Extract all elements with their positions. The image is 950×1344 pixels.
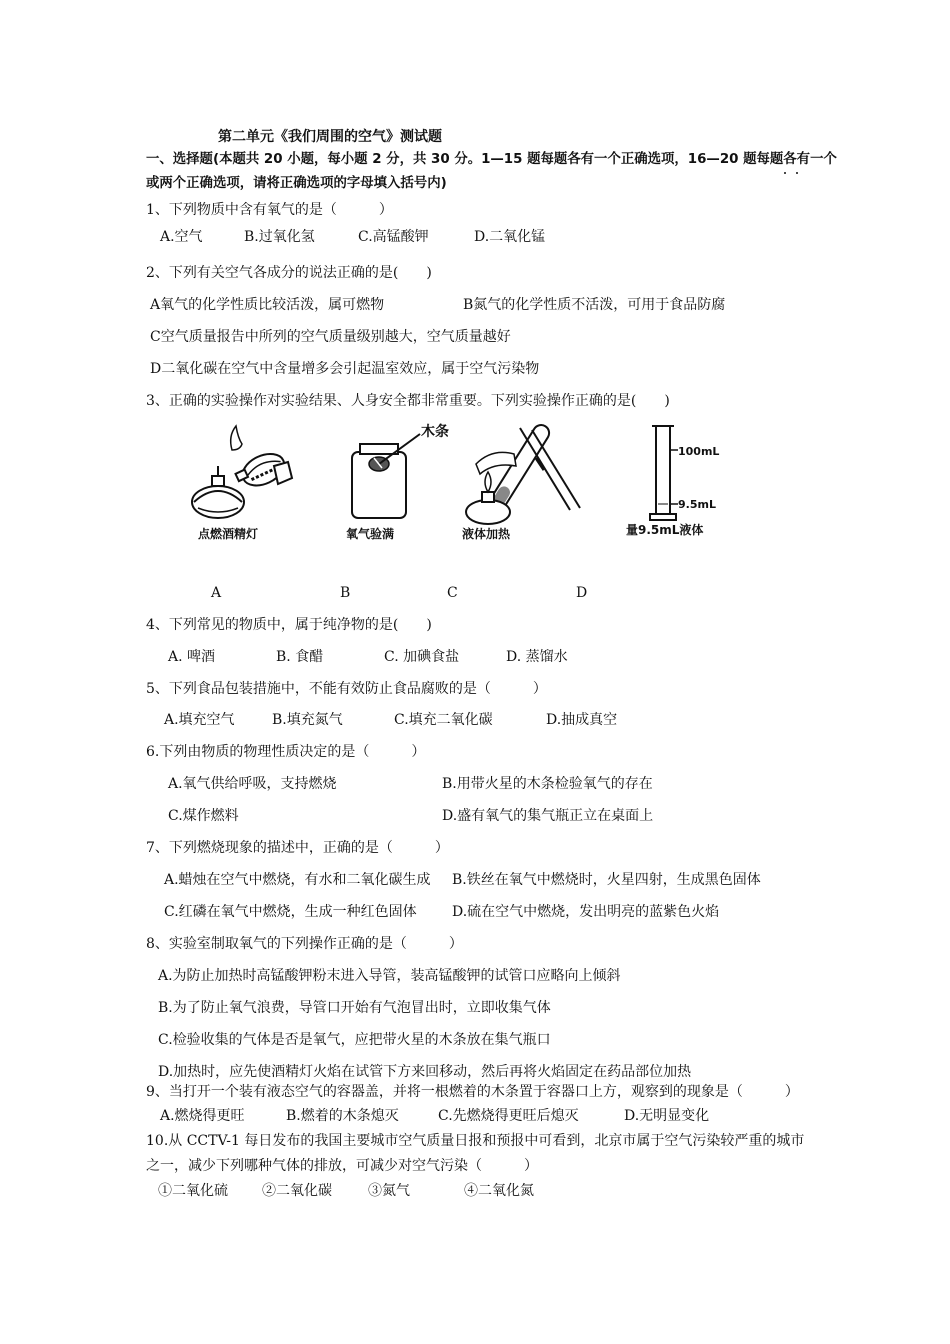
q6-option-b: B.用带火星的木条检验氧气的存在	[442, 776, 653, 792]
q10-option-3: ③氮气	[368, 1183, 410, 1199]
q1-option-c: C.高锰酸钾	[358, 229, 429, 245]
q2-option-d: D二氧化碳在空气中含量增多会引起温室效应，属于空气污染物	[150, 361, 540, 377]
q9-option-c: C.先燃烧得更旺后熄灭	[438, 1108, 579, 1124]
q8-option-d: D.加热时，应先使酒精灯火焰在试管下方来回移动，然后再将火焰固定在药品部位加热	[158, 1064, 692, 1080]
q5-option-a: A.填充空气	[164, 712, 235, 728]
q1-option-b: B.过氧化氢	[244, 229, 315, 245]
emphasis-dot	[784, 172, 786, 174]
q9-option-b: B.燃着的木条熄灭	[286, 1108, 399, 1124]
q2-option-c: C空气质量报告中所列的空气质量级别越大，空气质量越好	[150, 329, 511, 345]
alcohol-lamp-lighting-figure	[188, 420, 298, 530]
q6-option-c: C.煤作燃料	[168, 808, 239, 824]
question-4-stem: 4、下列常见的物质中，属于纯净物的是( )	[146, 617, 432, 633]
q5-option-d: D.抽成真空	[546, 712, 618, 728]
q10-option-1: ①二氧化硫	[158, 1183, 228, 1199]
question-7-stem: 7、下列燃烧现象的描述中，正确的是（ ）	[146, 840, 449, 856]
q3-option-c: C	[447, 585, 458, 601]
question-2-stem: 2、下列有关空气各成分的说法正确的是( )	[146, 265, 432, 281]
q10-option-2: ②二氧化碳	[262, 1183, 332, 1199]
q8-option-c: C.检验收集的气体是否是氧气，应把带火星的木条放在集气瓶口	[158, 1032, 551, 1048]
q8-option-b: B.为了防止氧气浪费，导管口开始有气泡冒出时，立即收集气体	[158, 1000, 551, 1016]
question-6-stem: 6.下列由物质的物理性质决定的是（ ）	[146, 744, 426, 760]
figure-caption-b: 氧气验满	[346, 527, 395, 541]
q7-option-d: D.硫在空气中燃烧，发出明亮的蓝紫色火焰	[452, 904, 720, 920]
question-3-stem: 3、正确的实验操作对实验结果、人身安全都非常重要。下列实验操作正确的是( )	[146, 393, 670, 409]
q2-option-a: A氧气的化学性质比较活泼，属可燃物	[150, 297, 385, 313]
figure-caption-a: 点燃酒精灯	[198, 527, 259, 541]
q5-option-b: B.填充氮气	[272, 712, 343, 728]
section-instructions-line1: 一、选择题(本题共 20 小题，每小题 2 分，共 30 分。1—15 题每题各有一个正确选项，16—20 题每题各有一个	[146, 152, 837, 167]
q1-option-d: D.二氧化锰	[474, 229, 546, 245]
page-title: 第二单元《我们周围的空气》测试题	[218, 129, 442, 145]
q7-option-a: A.蜡烛在空气中燃烧，有水和二氧化碳生成	[164, 872, 431, 888]
q4-option-b: B. 食醋	[276, 649, 324, 665]
wood-stick-label: 木条	[421, 424, 449, 440]
figure-caption-c: 液体加热	[462, 527, 511, 541]
section-instructions-line2: 或两个正确选项，请将正确选项的字母填入括号内)	[146, 176, 447, 191]
q4-option-c: C. 加碘食盐	[384, 649, 460, 665]
q3-option-a: A	[211, 585, 222, 601]
q6-option-a: A.氧气供给呼吸，支持燃烧	[168, 776, 337, 792]
liquid-heating-figure	[458, 418, 588, 528]
question-8-stem: 8、实验室制取氧气的下列操作正确的是（ ）	[146, 936, 463, 952]
q7-option-b: B.铁丝在氧气中燃烧时，火星四射，生成黑色固体	[452, 872, 761, 888]
cylinder-mark-9-5ml: 9.5mL	[678, 498, 716, 511]
q9-option-d: D.无明显变化	[624, 1108, 710, 1124]
q7-option-c: C.红磷在氧气中燃烧，生成一种红色固体	[164, 904, 417, 920]
q9-option-a: A.燃烧得更旺	[160, 1108, 245, 1124]
question-1-stem: 1、下列物质中含有氧气的是（ ）	[146, 202, 393, 218]
q2-option-b: B氮气的化学性质不活泼，可用于食品防腐	[463, 297, 726, 313]
q4-option-d: D. 蒸馏水	[506, 649, 568, 665]
q6-option-d: D.盛有氧气的集气瓶正立在桌面上	[442, 808, 654, 824]
cylinder-mark-100ml: 100mL	[678, 445, 720, 458]
figure-caption-d: 量9.5mL液体	[626, 523, 704, 537]
question-10-stem-line2: 之一，减少下列哪种气体的排放，可减少对空气污染（ ）	[146, 1158, 538, 1174]
q1-option-a: A.空气	[160, 229, 203, 245]
q3-option-d: D	[576, 585, 588, 601]
q3-option-b: B	[340, 585, 351, 601]
q4-option-a: A. 啤酒	[168, 649, 216, 665]
question-9-stem: 9、当打开一个装有液态空气的容器盖，并将一根燃着的木条置于容器口上方，观察到的现象是（ ）	[146, 1084, 799, 1100]
q8-option-a: A.为防止加热时高锰酸钾粉末进入导管，装高锰酸钾的试管口应略向上倾斜	[158, 968, 621, 984]
question-10-stem: 10.从 CCTV-1 每日发布的我国主要城市空气质量日报和预报中可看到，北京市属于空气污染较严重的城市	[146, 1133, 805, 1149]
question-5-stem: 5、下列食品包装措施中，不能有效防止食品腐败的是（ ）	[146, 681, 547, 697]
q5-option-c: C.填充二氧化碳	[394, 712, 493, 728]
q10-option-4: ④二氧化氮	[464, 1183, 534, 1199]
emphasis-dot	[796, 172, 798, 174]
